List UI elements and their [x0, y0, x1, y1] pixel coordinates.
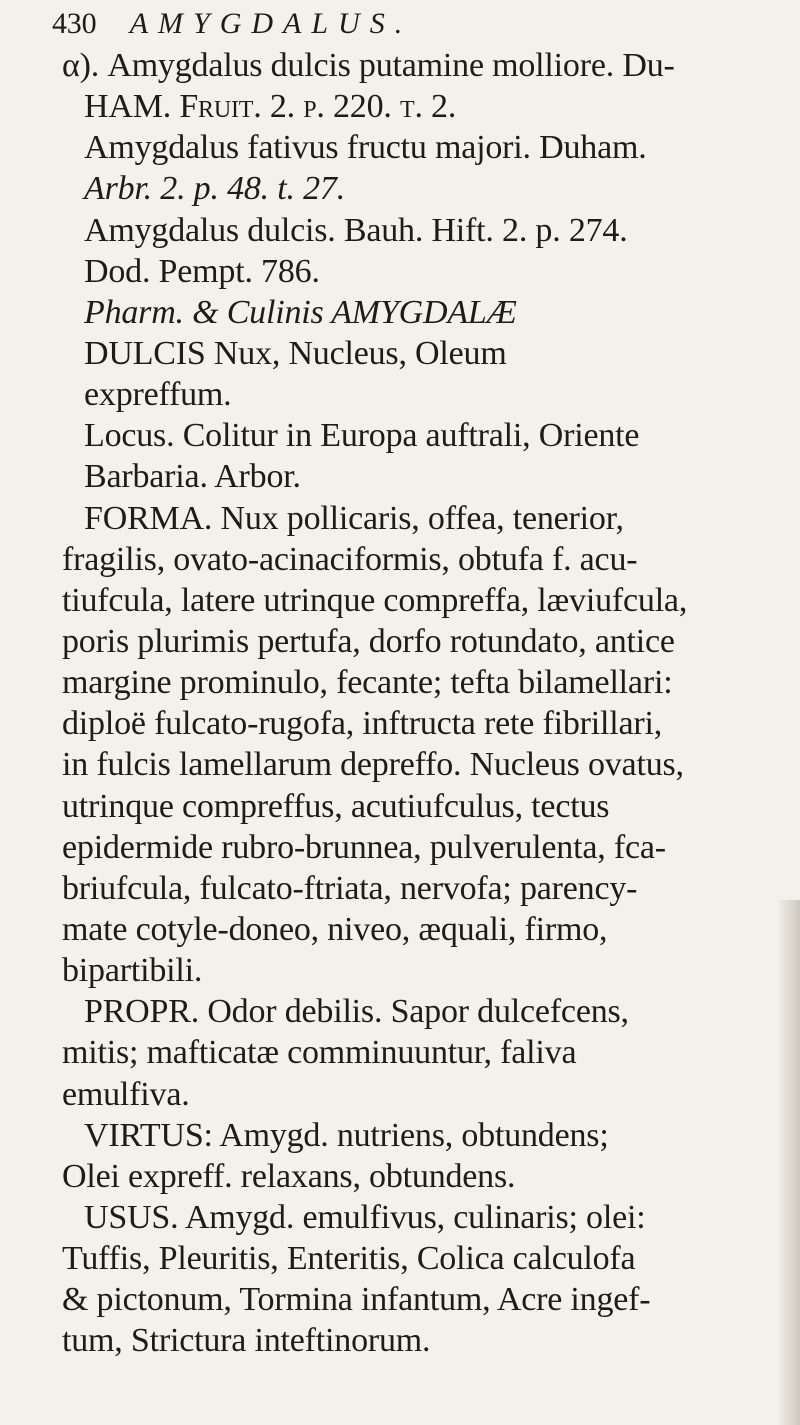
text-line: margine prominulo, fecante; tefta bilamellari: [62, 664, 673, 701]
text-line: tiufcula, latere utrinque compreffa, læviufcula, [62, 582, 688, 619]
text-line: DULCIS Nux, Nucleus, Oleum [84, 335, 507, 372]
text-line: in fulcis lamellarum depreffo. Nucleus ovatus, [62, 746, 684, 783]
text-line: Olei expreff. relaxans, obtundens. [62, 1158, 516, 1195]
page-number: 430 [52, 7, 97, 40]
text-line: Dod. Pempt. 786. [84, 253, 320, 290]
text-line: fragilis, ovato-acinaciformis, obtufa f. acu- [62, 541, 638, 578]
text-line: expreffum. [84, 376, 232, 413]
text-line: epidermide rubro-brunnea, pulverulenta, fca- [62, 829, 666, 866]
text-line: Amygdalus dulcis. Bauh. Hift. 2. p. 274. [84, 212, 628, 249]
text-line: mate cotyle-doneo, niveo, æquali, firmo, [62, 911, 608, 948]
text-line: bipartibili. [62, 952, 203, 989]
text-line: & pictonum, Tormina infantum, Acre ingef- [62, 1281, 651, 1318]
running-head [52, 4, 412, 44]
text-line: α). Amygdalus dulcis putamine molliore. Du- [62, 47, 675, 84]
text-line: utrinque compreffus, acutiufculus, tectus [62, 788, 610, 825]
text-line: HAM. Fruit. 2. p. 220. t. 2. [84, 88, 457, 125]
text-line: poris plurimis pertufa, dorfo rotundato, antice [62, 623, 675, 660]
page-edge-shadow [776, 900, 800, 1425]
text-line: Barbaria. Arbor. [84, 458, 301, 495]
text-line: briufcula, fulcato-ftriata, nervofa; parency- [62, 870, 638, 907]
text-line: Locus. Colitur in Europa auftrali, Oriente [84, 417, 640, 454]
text-line: Pharm. & Culinis AMYGDALÆ [84, 294, 517, 331]
text-line: Amygdalus fativus fructu majori. Duham. [84, 129, 647, 166]
text-line: VIRTUS: Amygd. nutriens, obtundens; [84, 1117, 609, 1154]
text-line: USUS. Amygd. emulfivus, culinaris; olei: [84, 1199, 646, 1236]
text-line: diploë fulcato-rugofa, inftructa rete fibrillari, [62, 705, 663, 742]
text-line: Arbr. 2. p. 48. t. 27. [84, 170, 346, 207]
running-title: AMYGDALUS. [129, 7, 413, 40]
text-line: FORMA. Nux pollicaris, offea, tenerior, [84, 500, 624, 537]
text-line: emulfiva. [62, 1076, 190, 1113]
text-line: tum, Strictura inteftinorum. [62, 1322, 431, 1359]
text-line: mitis; mafticatæ comminuuntur, faliva [62, 1034, 577, 1071]
text-line: PROPR. Odor debilis. Sapor dulcefcens, [84, 993, 629, 1030]
text-line: Tuffis, Pleuritis, Enteritis, Colica calculofa [62, 1240, 636, 1277]
